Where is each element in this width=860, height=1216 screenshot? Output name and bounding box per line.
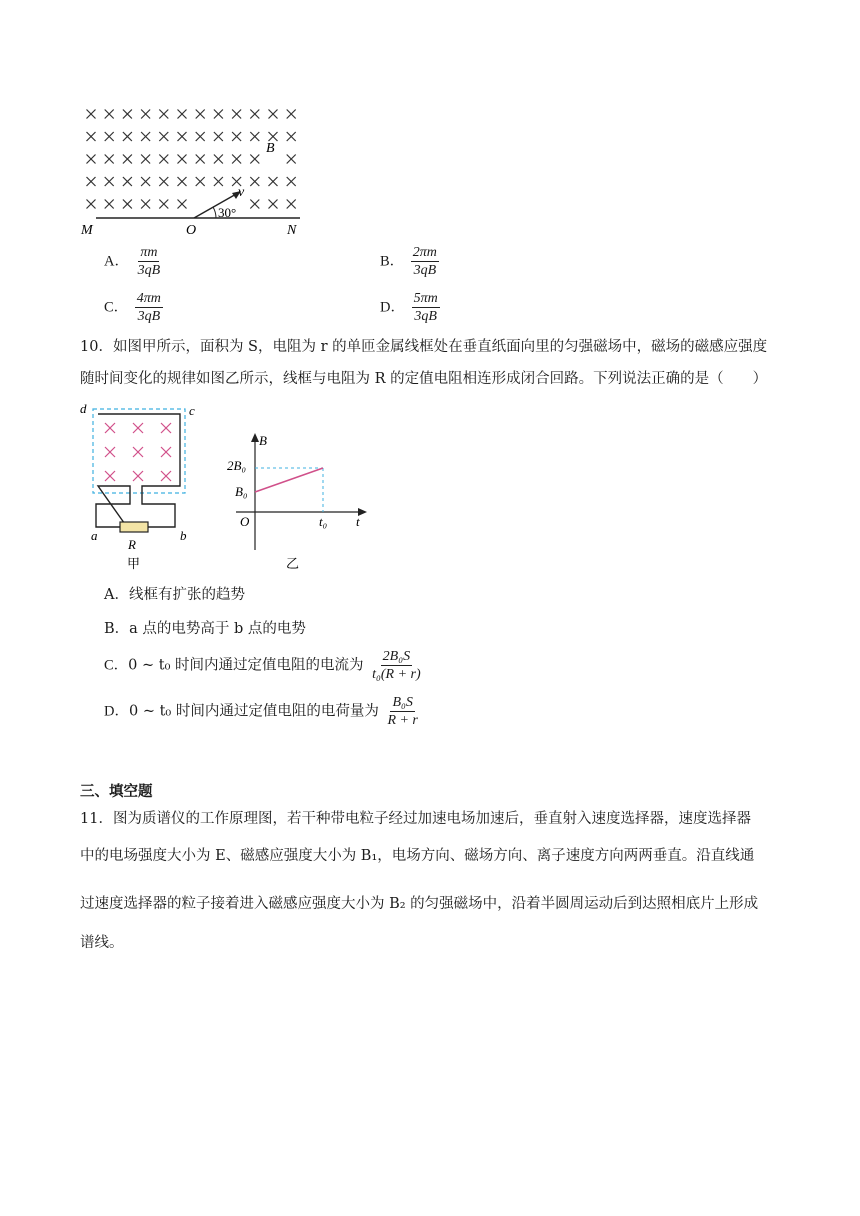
label-v: v: [238, 185, 245, 200]
section-heading: 三、填空题: [80, 783, 153, 800]
q9-option-a: A． $\frac{\pi m}{3qB}$: [104, 245, 161, 278]
label-d: d: [80, 401, 87, 416]
q11-line3: 过速度选择器的粒子接着进入磁感应强度大小为 B₂ 的匀强磁场中，沿着半圆周运动后到达照相底片上形成: [80, 896, 759, 912]
label-2B0: 2B₀: [227, 458, 246, 473]
B-t-line: [255, 468, 323, 492]
q9-option-c: C． $\frac{4\pi m}{3qB}$: [104, 291, 161, 324]
label-b: b: [180, 528, 187, 543]
label-N: N: [287, 223, 297, 238]
label-O: O: [186, 223, 197, 238]
caption-jia: 甲: [127, 556, 141, 571]
label-B-axis: B: [259, 433, 267, 448]
label-B: B: [266, 141, 275, 156]
q10-option-c: C．0 ~ t₀ 时间内通过定值电阻的电流为 $\frac{\text{2B₀S}}{\text{t₀(R + r)}}$: [104, 649, 421, 682]
q9-option-d: D． $\frac{5\pi m}{3qB}$: [380, 291, 438, 324]
magnetic-field-crosses: [87, 110, 296, 209]
field-crosses: [105, 423, 171, 481]
label-M: M: [81, 223, 93, 238]
label-t0: t₀: [319, 514, 328, 529]
q11-line1: 11．图为质谱仪的工作原理图，若干种带电粒子经过加速电场加速后，垂直射入速度选择器，速度选择器: [80, 811, 751, 827]
q10-figure-yi: [222, 430, 372, 575]
label-a: a: [91, 528, 98, 543]
q10-figure-jia: [80, 400, 210, 580]
resistor-R: [120, 522, 148, 532]
label-angle: 30°: [218, 205, 237, 220]
q9-option-b: B． $\frac{2\pi m}{3qB}$: [380, 245, 437, 278]
label-B0: B₀: [235, 484, 248, 499]
q11-line2: 中的电场强度大小为 E、磁感应强度大小为 B₁，电场方向、磁场方向、离子速度方向两两垂直。沿直线通: [80, 848, 755, 864]
q10-option-a: A．线框有扩张的趋势: [104, 587, 245, 603]
q10-option-b: B．a 点的电势高于 b 点的电势: [104, 621, 306, 637]
q10-option-d: D．0 ~ t₀ 时间内通过定值电阻的电荷量为 $\frac{\text{B₀S}}{R + r}$: [104, 695, 418, 728]
q9-figure: [78, 100, 318, 240]
label-O-origin: O: [240, 514, 250, 529]
q10-line1: 10．如图甲所示，面积为 S，电阻为 r 的单匝金属线框处在垂直纸面向里的匀强磁场中，磁场的磁感应强度: [80, 339, 768, 355]
label-c: c: [189, 403, 195, 418]
q11-line4: 谱线。: [80, 935, 124, 951]
q10-line2: 随时间变化的规律如图乙所示，线框与电阻为 R 的定值电阻相连形成闭合回路。下列说法正确的是（ ）: [80, 371, 768, 387]
label-R: R: [128, 537, 136, 552]
label-t: t: [356, 514, 360, 529]
caption-yi: 乙: [286, 556, 300, 571]
